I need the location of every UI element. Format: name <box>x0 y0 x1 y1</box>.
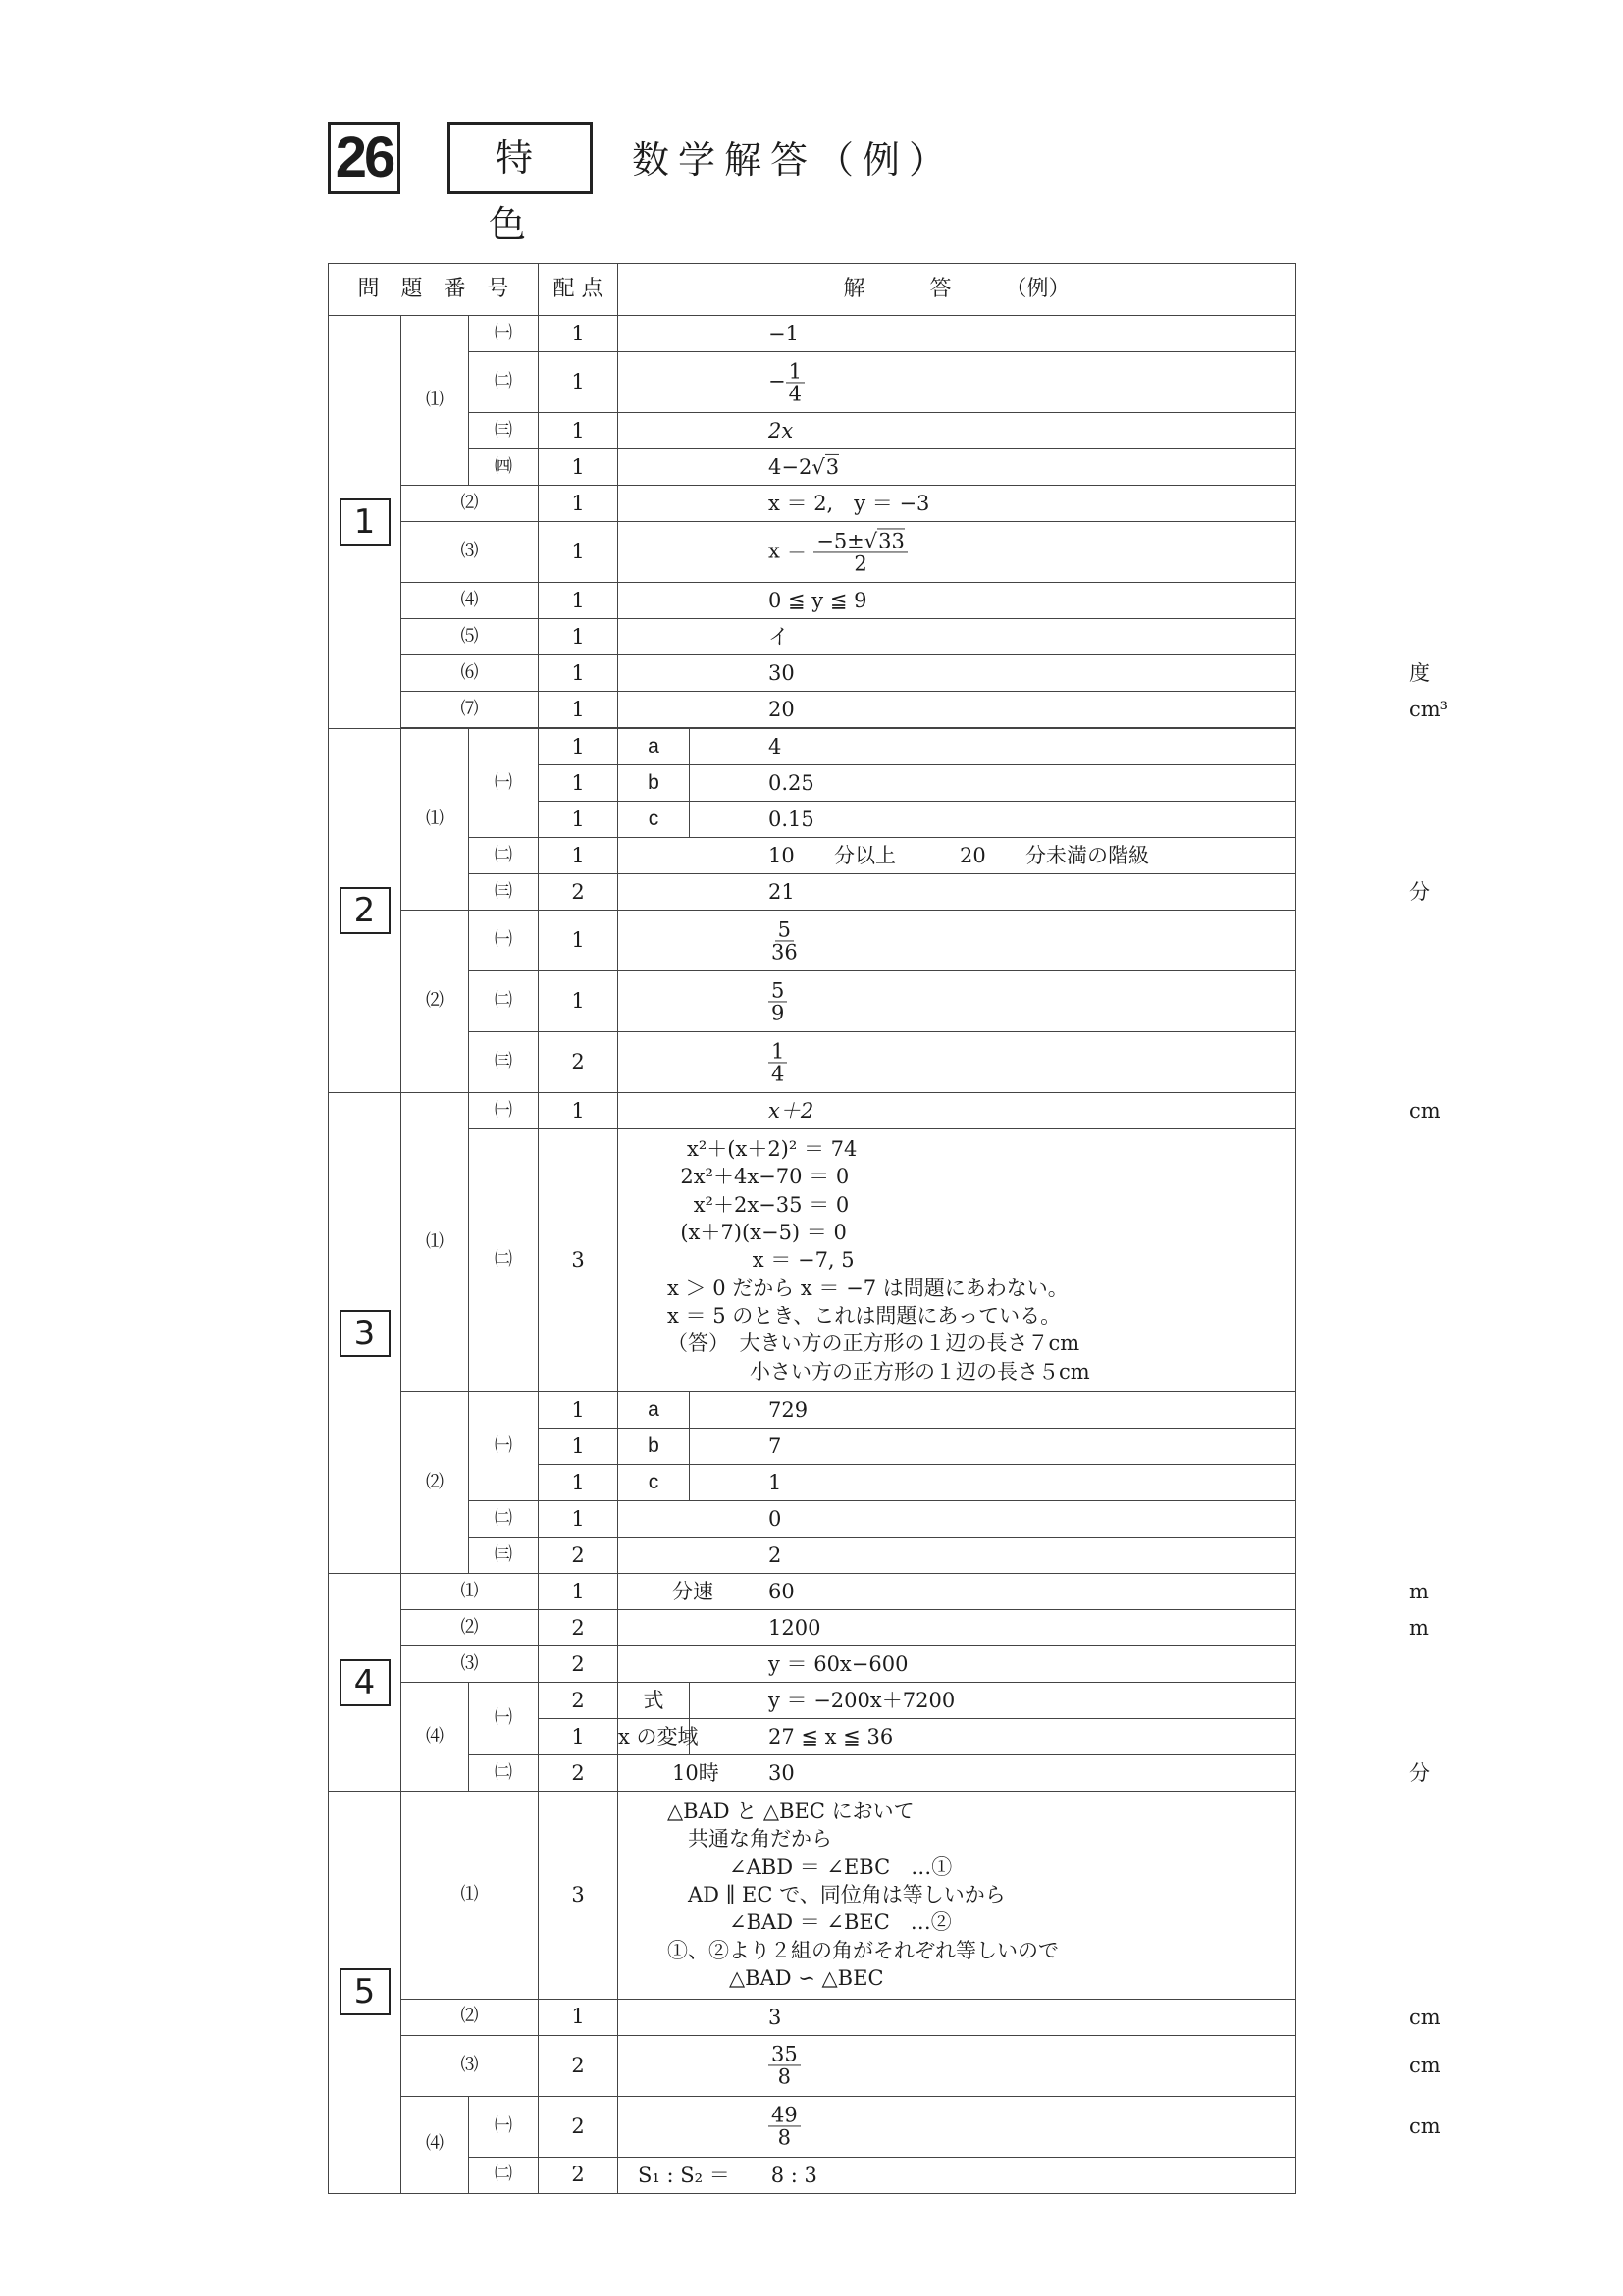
proof-line: △BAD ∽ △BEC <box>667 1966 884 1991</box>
answer-cell <box>618 583 1296 619</box>
answer-unit: cm <box>1409 2113 1440 2138</box>
table-row <box>329 316 1296 352</box>
answer-unit: cm <box>1409 1098 1440 1122</box>
points-value: 1 <box>539 838 618 874</box>
table-row <box>329 1032 1296 1093</box>
solution-line: （答） 大きい方の正方形の１辺の長さ７cm <box>667 1331 1080 1356</box>
points-value: 1 <box>539 1429 618 1465</box>
part-label: ㈠ <box>469 1392 539 1501</box>
question-5-label: 5 <box>340 1968 391 2015</box>
table-row <box>329 1538 1296 1574</box>
points-value: 2 <box>539 874 618 911</box>
points-value: 1 <box>539 765 618 802</box>
answer-cell <box>618 971 1296 1032</box>
denominator: 8 <box>777 2064 792 2089</box>
answer-value: x ＝ 2, y ＝ −3 <box>768 491 930 515</box>
part-label: ㈡ <box>469 2157 539 2193</box>
points-value: 2 <box>539 2096 618 2157</box>
question-5-cell <box>329 1792 401 2193</box>
part-label: ㈠ <box>469 729 539 838</box>
points-value: 3 <box>539 1129 618 1392</box>
sub-question-label: ⑵ <box>401 1392 469 1574</box>
radicand: 33 <box>878 528 905 552</box>
answer-value: 0.15 <box>768 807 814 831</box>
exam-number: 26 <box>328 122 400 194</box>
points-value: 1 <box>539 655 618 692</box>
sub-question-label: ⑹ <box>401 655 539 692</box>
answer-value: 21 <box>768 879 795 904</box>
sub-question-label: ⑴ <box>401 1574 539 1610</box>
fraction <box>768 2104 801 2148</box>
answer-cell <box>618 316 1296 352</box>
answer-cell <box>618 838 1296 874</box>
answer-cell <box>618 2157 1296 2193</box>
fraction <box>768 918 801 963</box>
part-label: ㈠ <box>469 911 539 971</box>
sub-question-label: ⑶ <box>401 522 539 583</box>
points-value: 1 <box>539 316 618 352</box>
table-row <box>329 838 1296 874</box>
points-value: 1 <box>539 1999 618 2035</box>
points-value: 1 <box>539 911 618 971</box>
question-1-label: 1 <box>340 498 391 546</box>
table-header-row <box>329 264 1296 316</box>
points-value: 2 <box>539 1032 618 1093</box>
answer-cell <box>618 692 1449 728</box>
table-row <box>329 971 1296 1032</box>
sub-question-label: ⑸ <box>401 619 539 655</box>
points-value: 3 <box>539 1792 618 1999</box>
answer-value: 2x <box>768 418 794 443</box>
points-value: 2 <box>539 1538 618 1574</box>
table-row <box>329 1501 1296 1538</box>
points-value: 1 <box>539 971 618 1032</box>
answer-value <box>768 1040 787 1084</box>
table-row <box>329 1129 1296 1392</box>
points-value: 2 <box>539 2157 618 2193</box>
answer-cell <box>618 655 1430 692</box>
points-value: 1 <box>539 413 618 449</box>
answer-unit: cm <box>1409 2005 1440 2029</box>
answer-value: 1200 <box>768 1616 821 1641</box>
answer-value: 729 <box>768 1398 809 1423</box>
answer-cell <box>690 729 1296 765</box>
answer-text: 10時 <box>672 1761 719 1786</box>
answer-cell <box>618 352 1296 413</box>
answer-cell <box>618 1501 1296 1538</box>
answer-value <box>768 360 805 404</box>
points-value: 1 <box>539 802 618 838</box>
sub-question-label: ⑶ <box>401 2035 539 2096</box>
table-row <box>329 486 1296 522</box>
answer-cell <box>690 1719 1296 1755</box>
answer-value: 27 ≦ x ≦ 36 <box>768 1725 894 1749</box>
answer-value: x＋2 <box>768 1098 814 1122</box>
solution-line: x²＋(x＋2)² ＝ 74 <box>667 1137 858 1161</box>
answer-cell <box>618 1574 1429 1610</box>
answer-header: 解 答 （例） <box>618 264 1296 316</box>
proof-line: ∠ABD ＝ ∠EBC …① <box>667 1854 953 1879</box>
points-value: 1 <box>539 1392 618 1429</box>
answer-unit: 分 <box>1409 1761 1430 1786</box>
points-value: 1 <box>539 1093 618 1129</box>
proof-line: △BAD と △BEC において <box>667 1800 915 1824</box>
table-row <box>329 619 1296 655</box>
equation-prefix: x ＝ <box>768 539 808 562</box>
answer-value <box>768 918 801 963</box>
proof-line: AD ∥ EC で、同位角は等しいから <box>667 1883 1006 1907</box>
part-label: ㈠ <box>469 2096 539 2157</box>
answer-table <box>328 263 1449 2194</box>
points-header: 配 点 <box>539 264 618 316</box>
answer-value: S₁ : S₂ ＝ 8 : 3 <box>638 2163 817 2187</box>
radical-prefix: 4−2√ <box>768 454 825 479</box>
points-value: 1 <box>539 522 618 583</box>
blank-label: a <box>618 1392 690 1429</box>
answer-value <box>768 2043 801 2087</box>
answer-cell <box>618 1032 1296 1093</box>
points-value: 2 <box>539 1755 618 1792</box>
answer-cell <box>690 1429 1296 1465</box>
sub-question-label: ⑴ <box>401 316 469 486</box>
part-label: ㈢ <box>469 1032 539 1093</box>
table-row <box>329 2035 1296 2096</box>
answer-value: 2 <box>768 1543 782 1568</box>
table-row <box>329 1999 1296 2035</box>
points-value: 1 <box>539 1574 618 1610</box>
answer-cell <box>690 802 1296 838</box>
numerator: 1 <box>768 1040 787 1063</box>
table-row <box>329 655 1296 692</box>
sub-question-label: ⑷ <box>401 583 539 619</box>
solution-line: x ＞ 0 だから x ＝ −7 は問題にあわない。 <box>667 1276 1069 1300</box>
fraction <box>768 1040 787 1084</box>
numerator: 5 <box>775 918 794 941</box>
answer-text: 分以上 <box>834 843 896 867</box>
sub-question-label: ⑵ <box>401 486 539 522</box>
answer-cell <box>618 1755 1430 1792</box>
part-label: ㈢ <box>469 413 539 449</box>
answer-cell <box>690 1683 1296 1719</box>
table-row <box>329 413 1296 449</box>
denominator: 36 <box>771 940 798 964</box>
answer-value: 7 <box>768 1435 782 1459</box>
points-value: 1 <box>539 1465 618 1501</box>
sub-question-label: ⑴ <box>401 1093 469 1392</box>
part-label: ㈡ <box>469 838 539 874</box>
part-label: ㈡ <box>469 1129 539 1392</box>
table-row <box>329 729 1296 765</box>
table-row <box>329 874 1296 911</box>
answer-value: 10 <box>768 843 795 867</box>
answer-value: 20 <box>960 843 986 867</box>
solution-line: x ＝ 5 のとき、これは問題にあっている。 <box>667 1304 1062 1329</box>
numerator <box>813 530 908 552</box>
blank-label: b <box>618 1429 690 1465</box>
numerator: 1 <box>786 360 805 383</box>
answer-cell <box>618 874 1430 911</box>
sub-question-label: ⑵ <box>401 911 469 1093</box>
sub-question-label: ⑶ <box>401 1646 539 1683</box>
fraction <box>768 2043 801 2087</box>
solution-line: x²＋2x−35 ＝ 0 <box>667 1192 850 1217</box>
numerator: 35 <box>768 2043 801 2065</box>
numerator: 49 <box>768 2104 801 2126</box>
proof-line: 共通な角だから <box>667 1827 832 1852</box>
category-badge: 特 色 <box>447 122 593 194</box>
answer-cell <box>618 522 1296 583</box>
table-row <box>329 583 1296 619</box>
answer-value <box>768 530 908 574</box>
answer-value: イ <box>768 624 789 649</box>
sub-question-label: ⑴ <box>401 1792 539 1999</box>
points-value: 1 <box>539 1719 618 1755</box>
answer-cell <box>618 619 1296 655</box>
blank-label: 式 <box>618 1683 690 1719</box>
table-row <box>329 352 1296 413</box>
table-row <box>329 1646 1296 1683</box>
points-value: 2 <box>539 1646 618 1683</box>
question-1-cell <box>329 316 401 729</box>
answer-cell <box>618 1610 1429 1646</box>
part-label: ㈡ <box>469 971 539 1032</box>
radicand: 3 <box>825 454 840 479</box>
answer-value: 0 ≦ y ≦ 9 <box>768 588 867 612</box>
points-value: 2 <box>539 2035 618 2096</box>
answer-value: 0 <box>768 1507 782 1532</box>
answer-cell <box>690 1392 1296 1429</box>
points-value: 1 <box>539 449 618 486</box>
part-label: ㈡ <box>469 1501 539 1538</box>
solution-line: 2x²＋4x−70 ＝ 0 <box>667 1165 850 1189</box>
answer-unit: cm <box>1409 2053 1440 2077</box>
answer-value: y ＝ 60x−600 <box>768 1652 909 1677</box>
answer-unit: 分 <box>1409 879 1430 904</box>
blank-label: b <box>618 765 690 802</box>
answer-cell <box>618 486 1296 522</box>
answer-value <box>768 2104 801 2148</box>
points-value: 1 <box>539 619 618 655</box>
table-row <box>329 692 1296 728</box>
answer-unit: cm³ <box>1409 697 1449 721</box>
blank-label: c <box>618 1465 690 1501</box>
denominator: 8 <box>777 2125 792 2150</box>
sub-question-label: ⑷ <box>401 2096 469 2193</box>
denominator: 2 <box>854 551 867 575</box>
table-row <box>329 1683 1296 1719</box>
answer-unit: 度 <box>1409 660 1430 685</box>
answer-value: 0.25 <box>768 770 814 795</box>
answer-text: 分未満の階級 <box>1025 843 1149 867</box>
table-row <box>329 911 1296 971</box>
question-4-label: 4 <box>340 1659 391 1706</box>
answer-cell <box>618 2035 1440 2096</box>
answer-cell <box>618 1646 1296 1683</box>
fraction <box>786 360 805 404</box>
question-3-cell <box>329 1093 401 1574</box>
answer-cell <box>618 911 1296 971</box>
solution-line: x ＝ −7, 5 <box>667 1248 855 1273</box>
part-label: ㈠ <box>469 1683 539 1755</box>
points-value: 1 <box>539 729 618 765</box>
fraction <box>813 530 908 574</box>
answer-value: 30 <box>768 1761 795 1786</box>
proof-line: ∠BAD ＝ ∠BEC …② <box>667 1910 952 1935</box>
table-row <box>329 1093 1296 1129</box>
question-number-header: 問 題 番 号 <box>329 264 539 316</box>
answer-value: 60 <box>768 1580 795 1604</box>
answer-cell <box>618 1999 1440 2035</box>
answer-value <box>768 455 839 479</box>
points-value: 1 <box>539 583 618 619</box>
sub-question-label: ⑷ <box>401 1683 469 1792</box>
answer-value: −1 <box>768 321 799 345</box>
numerator: 5 <box>768 979 787 1002</box>
table-row <box>329 1392 1296 1429</box>
denominator: 9 <box>771 1001 785 1024</box>
part-label: ㈠ <box>469 1093 539 1129</box>
answer-unit: m <box>1409 1616 1429 1641</box>
part-label: ㈢ <box>469 874 539 911</box>
table-row <box>329 522 1296 583</box>
denominator: 4 <box>788 382 802 405</box>
question-2-cell <box>329 729 401 1093</box>
answer-cell <box>618 2096 1440 2157</box>
solution-line: (x＋7)(x−5) ＝ 0 <box>667 1221 847 1245</box>
answer-value: 3 <box>768 2005 782 2029</box>
answer-cell <box>618 413 1296 449</box>
fraction <box>768 979 787 1023</box>
answer-cell <box>690 765 1296 802</box>
answer-value <box>768 979 787 1023</box>
points-value: 2 <box>539 1683 618 1719</box>
part-label: ㈠ <box>469 316 539 352</box>
answer-cell <box>618 1538 1296 1574</box>
sub-question-label: ⑵ <box>401 1610 539 1646</box>
question-3-label: 3 <box>340 1310 391 1357</box>
blank-label: a <box>618 729 690 765</box>
table-row <box>329 2157 1296 2193</box>
sub-question-label: ⑴ <box>401 729 469 911</box>
solution-line: 小さい方の正方形の１辺の長さ５cm <box>667 1359 1090 1383</box>
points-value: 1 <box>539 486 618 522</box>
answer-unit: m <box>1409 1580 1429 1604</box>
table-row <box>329 1792 1296 1999</box>
part-label: ㈢ <box>469 1538 539 1574</box>
answer-value: 4 <box>768 734 782 758</box>
answer-cell <box>690 1465 1296 1501</box>
part-label: ㈣ <box>469 449 539 486</box>
table-row <box>329 1755 1296 1792</box>
points-value: 1 <box>539 352 618 413</box>
sub-question-label: ⑵ <box>401 1999 539 2035</box>
answer-text: 分速 <box>672 1580 713 1604</box>
part-label: ㈡ <box>469 1755 539 1792</box>
table-row <box>329 2096 1296 2157</box>
answer-cell <box>618 1093 1440 1129</box>
denominator: 4 <box>771 1062 785 1085</box>
sub-question-label: ⑺ <box>401 692 539 728</box>
answer-value: y ＝ −200x＋7200 <box>768 1689 956 1713</box>
part-label: ㈡ <box>469 352 539 413</box>
minus-sign: − <box>768 369 786 392</box>
table-row <box>329 1610 1296 1646</box>
blank-label: x の変域 <box>618 1719 690 1755</box>
answer-value: 20 <box>768 697 795 721</box>
radical-prefix: −5±√ <box>816 528 878 552</box>
question-2-label: 2 <box>340 887 391 934</box>
question-4-cell <box>329 1574 401 1792</box>
page-title: 数学解答（例） <box>632 138 956 182</box>
worked-solution <box>618 1129 1296 1392</box>
proof-solution <box>618 1792 1296 1999</box>
table-row <box>329 1574 1296 1610</box>
points-value: 1 <box>539 692 618 728</box>
points-value: 2 <box>539 1610 618 1646</box>
blank-label: c <box>618 802 690 838</box>
answer-value: 30 <box>768 660 795 685</box>
proof-line: ①、②より２組の角がそれぞれ等しいので <box>667 1938 1059 1962</box>
table-row <box>329 449 1296 486</box>
points-value: 1 <box>539 1501 618 1538</box>
answer-cell <box>618 449 1296 486</box>
answer-value: 1 <box>768 1471 782 1495</box>
